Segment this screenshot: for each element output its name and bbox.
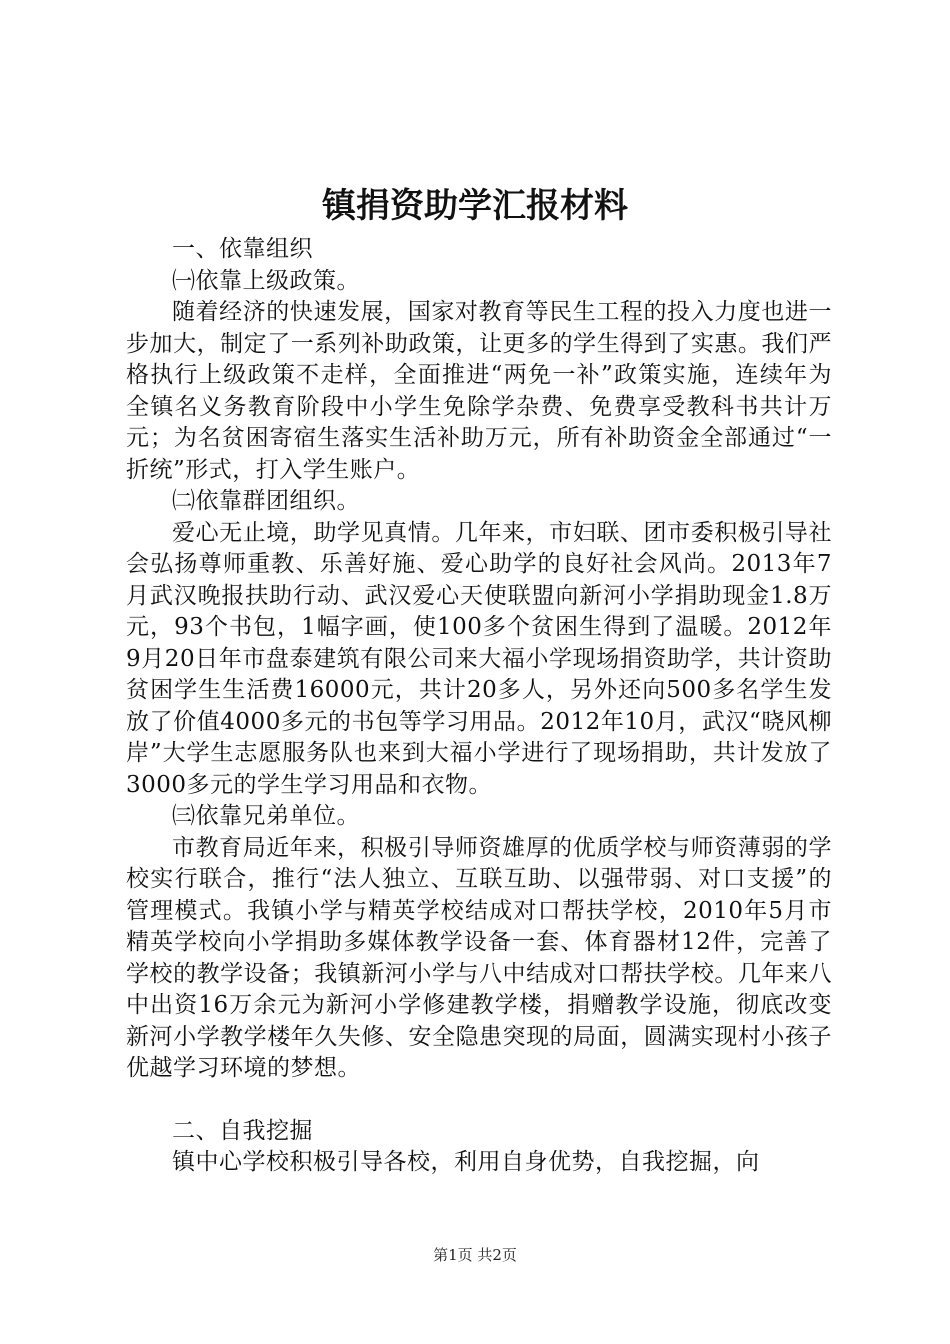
paragraph-4: 镇中心学校积极引导各校，利用自身优势，自我挖掘，向 (172, 1149, 760, 1175)
subsection-heading-2: ㈡依靠群团组织。 (172, 488, 360, 514)
subsection-heading-3: ㈢依靠兄弟单位。 (172, 803, 360, 829)
paragraph-3: 市教育局近年来，积极引导师资雄厚的优质学校与师资薄弱的学校实行联合，推行“法人独立、互联互助、以强带弱、对口支援”的管理模式。我镇小学与精英学校结成对口帮扶学校，2010年5月市精英学校向小学捐助多媒体教学设备一套、体育器材12件，完善了学校的教学设备；我镇新河小学与八中结成对口帮扶学校。几年来八中出资16万余元为新河小学修建教学楼，捐赠教学设施，彻底改变新河小学教学楼年久失修、安全隐患突现的局面，圆满实现村小孩子优越学习环境的梦想。 (126, 834, 832, 1081)
section-heading-2: 二、自我挖掘 (172, 1117, 313, 1144)
document-title: 镇捐资助学汇报材料 (322, 186, 628, 226)
paragraph-1: 随着经济的快速发展，国家对教育等民生工程的投入力度也进一步加大，制定了一系列补助政策，让更多的学生得到了实惠。我们严格执行上级政策不走样，全面推进“两免一补”政策实施，连续年为全镇名义务教育阶段中小学生免除学杂费、免费享受教科书共计万元；为名贫困寄宿生落实生活补助万元，所有补助资金全部通过“一折统”形式，打入学生账户。 (126, 299, 832, 483)
section-heading-1: 一、依靠组织 (172, 236, 313, 262)
subsection-heading-1: ㈠依靠上级政策。 (172, 267, 360, 294)
page-footer: 第1页 共2页 (433, 1246, 517, 1264)
document-body (126, 234, 832, 1179)
paragraph-2: 爱心无止境，助学见真情。几年来，市妇联、团市委积极引导社会弘扬尊师重教、乐善好施、爱心助学的良好社会风尚。2013年7月武汉晚报扶助行动、武汉爱心天使联盟向新河小学捐助现金1.8万元，93个书包，1幅字画，使100多个贫困生得到了温暖。2012年9月20日年市盘泰建筑有限公司来大福小学现场捐资助学，共计资助贫困学生生活费16000元，共计20多人，另外还向500多名学生发放了价值4000多元的书包等学习用品。2012年10月，武汉“晓风柳岸”大学生志愿服务队也来到大福小学进行了现场捐助，共计发放了3000多元的学生学习用品和衣物。 (126, 519, 832, 798)
